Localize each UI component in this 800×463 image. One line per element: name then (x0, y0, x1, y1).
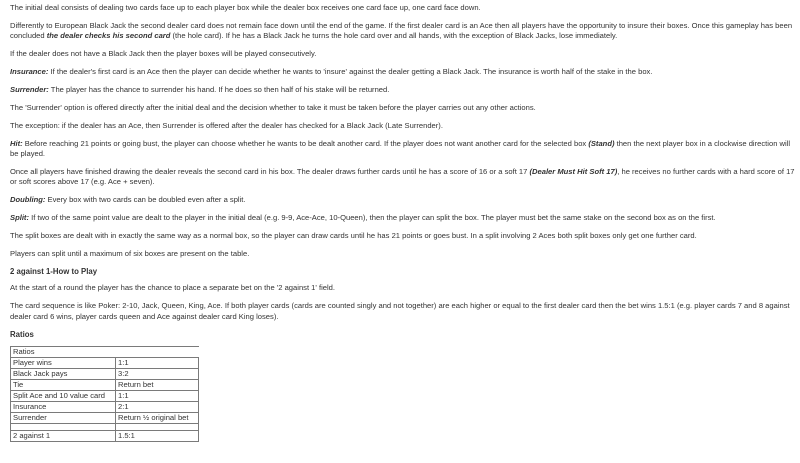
table-label-cell: Surrender (11, 413, 116, 424)
surrender-option-paragraph: The 'Surrender' option is offered directly after the initial deal and the decision whether to take it must be taken before the player carries out any other actions. (10, 102, 536, 112)
table-value-cell: 1:1 (116, 391, 199, 402)
table-value-cell: Return bet (116, 380, 199, 391)
table-value-cell: Return ½ original bet (116, 413, 199, 424)
table-label-cell: Tie (11, 380, 116, 391)
deal-paragraph: The initial deal consists of dealing two cards face up to each player box while the dealer box receives one card face up, one card face down. (10, 3, 481, 12)
table-row (11, 358, 199, 369)
surrender-exception-paragraph: The exception: if the dealer has an Ace, then Surrender is offered after the dealer has checked for a Black Jack (Late Surrender). (10, 120, 443, 130)
hit-paragraph: Hit: Before reaching 21 points or going bust, the player can choose whether he wants to be dealt another card. If the player does not want another card for the selected box (Stand) then the next player box in a clockwise direction will be played. (10, 138, 791, 159)
insurance-term: Insurance: (10, 67, 49, 77)
stand-emphasis: (Stand) (588, 138, 615, 148)
split-boxes-paragraph: The split boxes are dealt with in exactly the same way as a normal box, so the player can draw cards until he has 21 points or goes bust. In a split involving 2 Aces both split boxes only get one further card. (10, 231, 697, 241)
table-empty-cell (116, 424, 199, 431)
table-row (11, 431, 199, 442)
table-row (11, 413, 199, 424)
split-term: Split: (10, 213, 29, 223)
table-label-cell: Player wins (11, 358, 116, 369)
european-paragraph: Differently to European Black Jack the second dealer card does not remain face down until the end of the game. If the first dealer card is an Ace then all players have the opportunity to insure their boxes. Once this gameplay has been concluded the dealer checks his second card (the hole card). If he has a Black Jack he turns the hole card over and all hands, with the exception of Black Jacks, lose immediately. (10, 20, 793, 41)
hit-term: Hit: (10, 138, 23, 148)
table-header-row (11, 347, 199, 358)
table-row (11, 380, 199, 391)
dealer-draw-paragraph: Once all players have finished drawing the dealer reveals the second card in his box. The dealer draws further cards until he has a score of 16 or a soft 17 (Dealer Must Hit Soft 17), he receives no further cards with a hard score of 17 or soft scores above 17 (e.g. Ace + seven). (10, 167, 795, 187)
dealer-hit-soft-17-emphasis: (Dealer Must Hit Soft 17) (529, 167, 618, 177)
table-label-cell: Black Jack pays (11, 369, 116, 380)
insurance-paragraph: Insurance: If the dealer's first card is an Ace then the player can decide whether he wants to 'insure' against the dealer getting a Black Jack. The insurance is worth half of the stake in the box. (10, 67, 653, 77)
table-title-cell: Ratios (11, 347, 199, 358)
doubling-term: Doubling: (10, 195, 46, 205)
doubling-paragraph: Doubling: Every box with two cards can be doubled even after a split. (10, 195, 246, 205)
table-value-cell: 2:1 (116, 402, 199, 413)
ratios-table (10, 346, 199, 442)
two-against-one-heading: 2 against 1-How to Play (10, 267, 98, 276)
split-max-paragraph: Players can split until a maximum of six boxes are present on the table. (10, 249, 250, 259)
table-label-cell: 2 against 1 (11, 431, 116, 442)
table-label-cell: Insurance (11, 402, 116, 413)
table-row (11, 391, 199, 402)
table-empty-cell (11, 424, 116, 431)
two-against-one-intro: At the start of a round the player has the chance to place a separate bet on the '2 against 1' field. (10, 283, 336, 293)
table-label-cell: Split Ace and 10 value card (11, 391, 116, 402)
table-row (11, 369, 199, 380)
table-spacer-row (11, 424, 199, 431)
no-blackjack-paragraph: If the dealer does not have a Black Jack then the player boxes will be played consecutively. (10, 49, 317, 59)
split-paragraph: Split: If two of the same point value are dealt to the player in the initial deal (e.g. 9-9, Ace-Ace, 10-Queen), then the player can split the box. The player must bet the same stake on the second box as on the first. (10, 213, 716, 223)
surrender-term: Surrender: (10, 85, 49, 95)
two-against-one-rules: The card sequence is like Poker: 2-10, Jack, Queen, King, Ace. If both player cards (cards are counted singly and not together) are each higher or equal to the first dealer card then the bet wins 1.5:1 (e.g. player cards 7 and 8 against dealer card 6 wins, player cards queen and Ace against dealer card King loses). (10, 301, 790, 321)
table-value-cell: 3:2 (116, 369, 199, 380)
table-row (11, 402, 199, 413)
dealer-checks-emphasis: the dealer checks his second card (46, 31, 171, 41)
table-value-cell: 1.5:1 (116, 431, 199, 442)
table-value-cell: 1:1 (116, 358, 199, 369)
ratios-heading: Ratios (10, 329, 34, 339)
surrender-paragraph: Surrender: The player has the chance to surrender his hand. If he does so then half of his stake will be returned. (10, 85, 390, 95)
